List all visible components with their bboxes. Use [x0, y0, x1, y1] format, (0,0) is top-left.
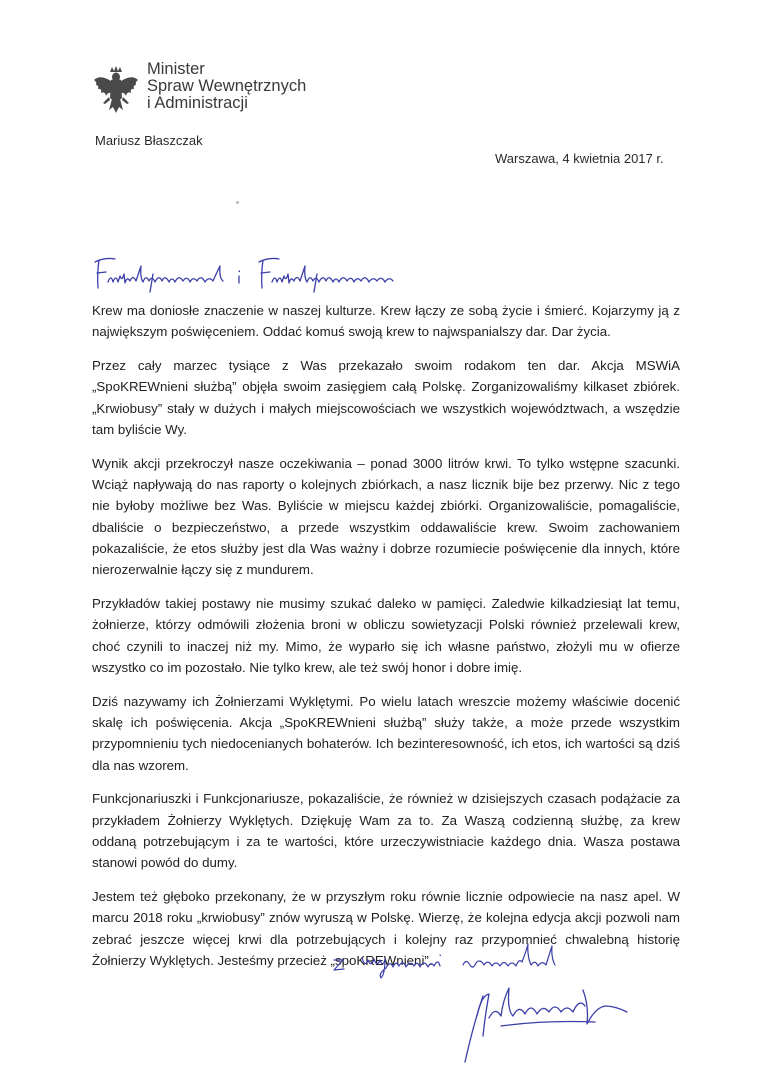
paragraph-4: Przykładów takiej postawy nie musimy szukać daleko w pamięci. Zaledwie kilkadziesiąt lat temu, żołnierze, którzy odmówili złożenia broni w obliczu sowietyzacji Polski również przelewali krew, choć czynili to inaczej niż my. Mimo, że wyparło się ich własne państwo, złożyli mu w ofierze wszystko co im pozostało. Nie tylko krew, ale też swój honor i dobre imię. [92, 596, 680, 675]
letter-body [92, 300, 680, 984]
paragraph-3: Wynik akcji przekroczył nasze oczekiwania – ponad 3000 litrów krwi. To tylko wstępne szacunki. Wciąż napływają do nas raporty o kolejnych zbiórkach, a nasz licznik bije bez przerwy. Nic z tego nie byłoby możliwe bez Was. Byliście w miejscu każdej zbiórki. Organizowaliście, pomagaliście, dbaliście o bezpieczeństwo, a przede wszystkim oddawaliście krew. Swoim zachowaniem pokazaliście, że etos służby jest dla Was ważny i dobrze rozumiecie poświęcenie dla innych, które nierozerwalnie łączy się z mundurem. [92, 455, 680, 578]
letter-date: Warszawa, 4 kwietnia 2017 r. [495, 151, 664, 166]
scan-speck [236, 201, 239, 204]
paragraph-7: Jestem też głęboko przekonany, że w przyszłym roku równie licznie odpowiecie na nasz apel. W marcu 2018 roku „krwiobusy” znów wyruszą w Polskę. Wierzę, że kolejna edycja akcji pozwoli nam zebrać jeszcze więcej krwi dla potrzebujących i kolejny raz przypomnieć chwalebną historię Żołnierzy Wyklętych. Jesteśmy przecież „spoKREWnieni”. [92, 889, 680, 969]
ministry-line-3: i Administracji [147, 94, 248, 112]
paragraph-1: Krew ma doniosłe znaczenie w naszej kulturze. Krew łączy ze sobą życie i śmierć. Kojarzymy ją z największym poświęceniem. Oddać komuś swoją krew to najwspanialszy dar. Dar życia. [92, 303, 680, 340]
polish-eagle-emblem-icon [92, 66, 140, 118]
handwritten-closing [330, 938, 580, 980]
paragraph-5: Dziś nazywamy ich Żołnierzami Wyklętymi. Po wielu latach wreszcie możemy właściwie docenić skalę ich poświęcenia. Akcja „SpoKREWnieni służbą” służy także, a może przede wszystkim przypomnieniu tych niedocenianych bohaterów. Ich bezinteresowność, ich etos, ich wartości są dziś dla nas wzorem. [92, 693, 680, 773]
minister-name: Mariusz Błaszczak [95, 133, 203, 148]
ministry-line-1: Minister [147, 60, 205, 78]
ministry-name [147, 61, 306, 112]
handwritten-signature [455, 976, 635, 1066]
ministry-line-2: Spraw Wewnętrznych [147, 77, 307, 95]
paragraph-6: Funkcjonariuszki i Funkcjonariusze, pokazaliście, że również w dzisiejszych czasach podążacie za przykładem Żołnierzy Wyklętych. Dziękuję Wam za to. Za Waszą codzienną służbę, za krew oddaną potrzebującym i za te wartości, które urzeczywistniacie każdego dnia. Wasza postawa stanowi powód do dumy. [92, 791, 680, 871]
paragraph-2: Przez cały marzec tysiące z Was przekazało swoim rodakom ten dar. Akcja MSWiA „SpoKREWnieni służbą” objęła swoim zasięgiem całą Polskę. Zorganizowaliśmy kilkaset zbiórek. „Krwiobusy” stały w dużych i małych miejscowościach we wszystkich województwach, a wszędzie tam byliście Wy. [92, 358, 680, 437]
handwritten-salutation [93, 252, 433, 294]
